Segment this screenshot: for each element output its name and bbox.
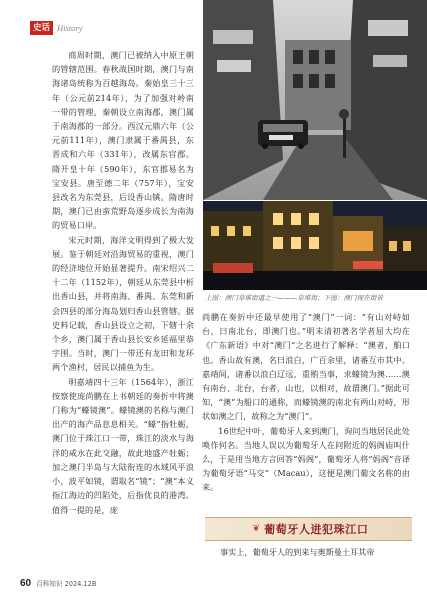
section-tag: 史话 (30, 21, 53, 35)
paragraph: 事实上，葡萄牙人的到来与奥斯曼土耳其帝 (220, 547, 375, 557)
subsection-title: 葡萄牙人进犯珠江口 (264, 523, 369, 536)
section-name: History (57, 23, 83, 33)
paragraph: 宋元时期，海洋文明得到了极大发展。鉴于朝廷对沿海贸易的重视，澳门的经济地位开始显著提升。南宋绍兴二十二年（1152年），朝廷从东莞县中析出香山县，并将南海、番禺、东莞和新会四县的部分海岛划归香山县管辖。据史料记载，香山县设立之初，下辖十余个乡，澳门属于香山县长安乡延福里恭字围。当时，澳门一带还有龙田和龙环两个渔村，居民以捕鱼为生。 (52, 234, 194, 373)
photo-old-street (203, 0, 427, 200)
left-column (52, 48, 194, 594)
paragraph: 16世纪中叶，葡萄牙人来到澳门，询问当地居民此处唤作何名。当地人误以为葡萄牙人在问附近的妈阁庙叫什么，于是用当地方言回答“妈阁”，葡萄牙人将“妈阁”音译为葡萄牙语“马交”（Macau），这便是澳门葡文名称的由来。 (202, 425, 410, 493)
journal-info: 百科知识 2024.12B (36, 580, 97, 588)
photo-modern-street (203, 201, 427, 290)
right-column (202, 310, 410, 495)
page-footer (20, 578, 96, 589)
section-banner (205, 517, 412, 541)
section-header (30, 20, 83, 36)
paragraph: 商周时期，澳门已被纳入中原王朝的管辖范围。春秋战国时期，澳门与南海诸岛统称为百越海岛。秦始皇三十三年（公元前214年），为了加强对岭南一带的管理，秦朝设立南海郡，澳门属于南海郡的一部分。西汉元鼎六年（公元前111年），澳门隶属于番禺县，东晋成和六年（331年），改属东官郡。隋开皇十年（590年），东官郡易名为宝安县。唐至德二年（757年），宝安县改名为东莞县，后设香山镇。隋唐时期，澳门已由蛮荒野岛逐步成长为南海的贸易口岸。 (52, 50, 194, 231)
ornament-icon: ❦ (252, 524, 261, 534)
paragraph: 明嘉靖四十三年（1564年），浙江按察使庞尚鹏在上书朝廷的奏折中将澳门称为“蠔镜澳”。蠔镜澳的名称与澳门出产的海产品息息相关。“蠔”指牡蛎，澳门位于珠江口一带，珠江的淡水与海洋的咸水在此交融，故此地盛产牡蛎；加之澳门半岛与大陆衔连的水域风平浪小，波平如镜，谓取名“镜”；“澳”本义指江海边的凹陷处，后指优良的港湾。值得一提的是，庞 (52, 376, 194, 515)
page-number: 60 (20, 578, 32, 589)
photo-caption: 上图：澳门草堆街道之一———草堆街；下图：澳门现在街景 (205, 294, 384, 302)
paragraph: 尚鹏在奏折中还最早使用了“澳门”一词：“有山对峙如台，曰南北台，即澳门也。”明末清初著名学者屈大均在《广东新语》中对“澳门”之名进行了解释：“澳者，舶口也。香山故有澳，名曰浪白，广百余里，诸番互市其中。嘉靖间，诸番以浪白辽远，重贿当事，求蠔镜为澳……澳有南台、北台，台者，山也，以相对，故谓澳门。”据此可知，“澳”为船口的通称，而蠔镜澳的南北有两山对峙，形状如澳之门，故称之为“澳门”。 (202, 312, 410, 422)
